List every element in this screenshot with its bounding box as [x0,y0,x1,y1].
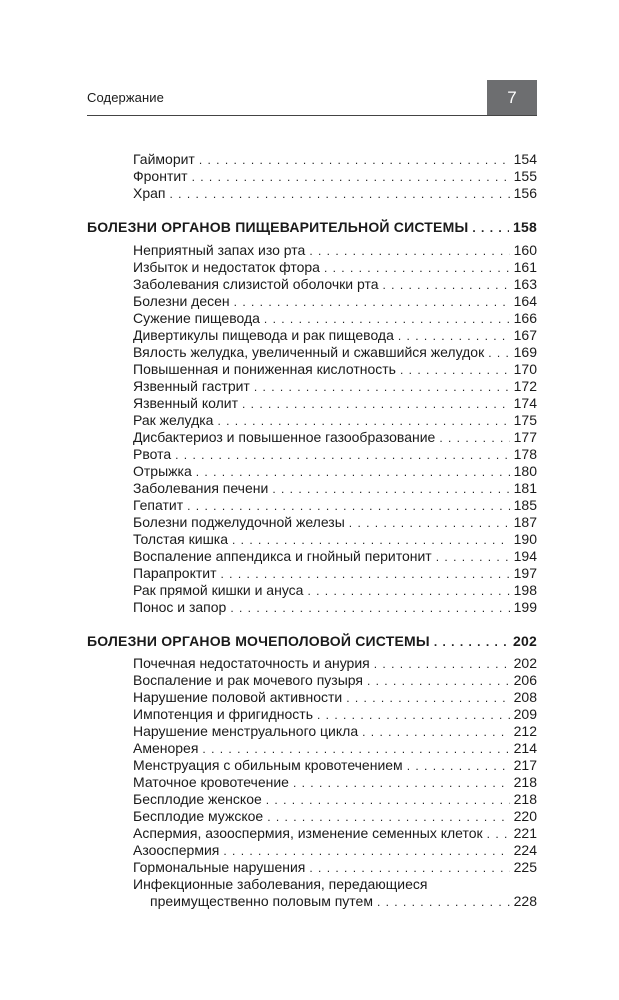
leader-dots [170,185,510,203]
toc-entry-page: 170 [513,361,537,377]
toc-entry-title: Болезни десен [133,293,230,309]
toc-entry-title: Импотенция и фригидность [133,706,313,722]
toc-entry-title: Бесплодие женское [133,791,262,807]
toc-entry-title: Вялость желудка, увеличенный и сжавшийся желудок [133,344,485,360]
toc-entry-title: Язвенный гастрит [133,378,250,394]
toc-entry[interactable] [133,326,537,344]
toc-entry[interactable] [133,343,537,361]
toc-entry-page: 218 [513,791,537,807]
toc-entry-page: 172 [513,378,537,394]
toc-entry-title: Гормональные нарушения [133,859,306,875]
running-header-title: Содержание [87,90,164,105]
toc-entry-page: 194 [513,548,537,564]
toc-entry-page: 156 [513,185,537,201]
toc-entry-page: 220 [513,808,537,824]
toc-entry[interactable] [133,688,537,706]
toc-entry-page: 209 [513,706,537,722]
toc-entry-title: Рвота [133,446,172,462]
toc-entry[interactable] [150,892,537,910]
toc-entry-page: 224 [513,842,537,858]
toc-entry-page: 225 [513,859,537,875]
toc-entry[interactable] [133,258,537,276]
toc-entry-page: 160 [513,242,537,258]
toc-entry-title: Язвенный колит [133,395,238,411]
toc-entry-page: 174 [513,395,537,411]
toc-entry-page: 228 [513,893,537,909]
toc-entry-title: Гепатит [133,497,184,513]
toc-entry-title: Избыток и недостаток фтора [133,259,320,275]
toc-entry-title: Азооспермия [133,842,220,858]
toc-entry-title-line1[interactable]: Инфекционные заболевания, передающиеся [133,876,428,892]
toc-entry-title: Бесплодие мужское [133,808,264,824]
toc-entry[interactable] [133,462,537,480]
toc-entry[interactable] [133,739,537,757]
toc-entry-page: 178 [513,446,537,462]
toc-entry-title: Дисбактериоз и повышенное газообразование [133,429,436,445]
toc-entry-title: Заболевания слизистой оболочки рта [133,276,379,292]
toc-entry-title: Воспаление аппендикса и гнойный перитонит [133,548,432,564]
toc-entry[interactable] [133,428,537,446]
toc-entry[interactable] [133,496,537,514]
toc-entry[interactable] [133,513,537,531]
toc-entry-page: 218 [513,774,537,790]
toc-entry[interactable] [133,756,537,774]
toc-section[interactable] [87,632,537,650]
leader-dots [230,599,509,617]
toc-entry[interactable] [133,824,537,842]
toc-entry-page: 187 [513,514,537,530]
toc-entry[interactable] [133,705,537,723]
toc-entry-page: 197 [513,565,537,581]
toc-entry-page: 212 [513,723,537,739]
toc-entry-title: Отрыжка [133,463,192,479]
toc-entry[interactable] [133,377,537,395]
toc-section-page: 158 [513,219,537,235]
leader-dots [472,219,509,237]
toc-entry-title: Нарушение менструального цикла [133,723,359,739]
toc-entry-page: 198 [513,582,537,598]
toc-entry[interactable] [133,654,537,672]
toc-entry-page: 181 [513,480,537,496]
toc-entry-title: Гайморит [133,151,195,167]
toc-entry-page: 206 [513,672,537,688]
toc-entry[interactable] [133,167,537,185]
toc-entry-title: Дивертикулы пищевода и рак пищевода [133,327,394,343]
toc-entry[interactable] [133,581,537,599]
toc-entry[interactable] [133,292,537,310]
toc-entry-page: 214 [513,740,537,756]
toc-entry-title: Рак желудка [133,412,214,428]
toc-entry-page: 166 [513,310,537,326]
toc-entry[interactable] [133,150,537,168]
toc-entry[interactable] [133,773,537,791]
toc-entry-title: Храп [133,185,166,201]
toc-entry[interactable] [133,411,537,429]
toc-entry-page: 221 [513,825,537,841]
toc-entry-page: 190 [513,531,537,547]
toc-entry[interactable] [133,547,537,565]
toc-entry-page: 185 [513,497,537,513]
toc-entry-title: Аменорея [133,740,199,756]
toc-section-title: БОЛЕЗНИ ОРГАНОВ МОЧЕПОЛОВОЙ СИСТЕМЫ [87,633,430,649]
toc-entry-title: Менструация с обильным кровотечением [133,757,403,773]
toc-entry[interactable] [133,671,537,689]
toc-entry-page: 208 [513,689,537,705]
leader-dots [434,633,509,651]
toc-entry-title: Маточное кровотечение [133,774,289,790]
toc-entry[interactable] [133,241,537,259]
toc-entry-page: 164 [513,293,537,309]
toc-entry-page: 161 [513,259,537,275]
toc-entry-title: Нарушение половой активности [133,689,343,705]
toc-entry[interactable] [133,807,537,825]
toc-entry[interactable] [133,722,537,740]
toc-entry-page: 202 [513,655,537,671]
toc-entry-title: Сужение пищевода [133,310,260,326]
toc-entry-title: Аспермия, азооспермия, изменение семенных клеток [133,825,483,841]
toc-entry-title: Почечная недостаточность и анурия [133,655,370,671]
toc-entry-title: Неприятный запах изо рта [133,242,306,258]
toc-entry-page: 169 [513,344,537,360]
toc-entry-title-line2: преимущественно половым путем [150,893,373,909]
toc-entry[interactable] [133,445,537,463]
toc-entry-title: Парапроктит [133,565,217,581]
toc-entry-page: 154 [513,151,537,167]
toc-entry-page: 180 [513,463,537,479]
toc-section[interactable] [87,218,537,236]
toc-entry-page: 217 [513,757,537,773]
toc-section-page: 202 [513,633,537,649]
toc-entry[interactable] [133,309,537,327]
toc-entry-title: Понос и запор [133,599,227,615]
toc-entry-page: 167 [513,327,537,343]
toc-entry-page: 155 [513,168,537,184]
toc-entry-title: Толстая кишка [133,531,229,547]
toc-entry-page: 163 [513,276,537,292]
toc-entry[interactable] [133,841,537,859]
toc-entry-title: Рак прямой кишки и ануса [133,582,304,598]
toc-entry[interactable] [133,598,537,616]
toc-entry-page: 177 [513,429,537,445]
toc-entry[interactable] [133,360,537,378]
toc-entry-title: Фронтит [133,168,188,184]
toc-entry[interactable] [133,394,537,412]
toc-entry-title: Болезни поджелудочной железы [133,514,345,530]
toc-entry-title: Заболевания печени [133,480,269,496]
toc-entry-page: 199 [513,599,537,615]
leader-dots [377,893,510,911]
toc-entry[interactable] [133,530,537,548]
toc-entry[interactable] [133,184,537,202]
toc-entry[interactable] [133,479,537,497]
toc-entry-page: 175 [513,412,537,428]
toc-entry[interactable] [133,275,537,293]
toc-entry-title: Повышенная и пониженная кислотность [133,361,396,377]
page-number: 7 [507,88,517,107]
toc-section-title: БОЛЕЗНИ ОРГАНОВ ПИЩЕВАРИТЕЛЬНОЙ СИСТЕМЫ [87,219,469,235]
toc-entry[interactable] [133,790,537,808]
toc-entry[interactable] [133,858,537,876]
toc-entry[interactable] [133,564,537,582]
toc-entry-title: Воспаление и рак мочевого пузыря [133,672,363,688]
